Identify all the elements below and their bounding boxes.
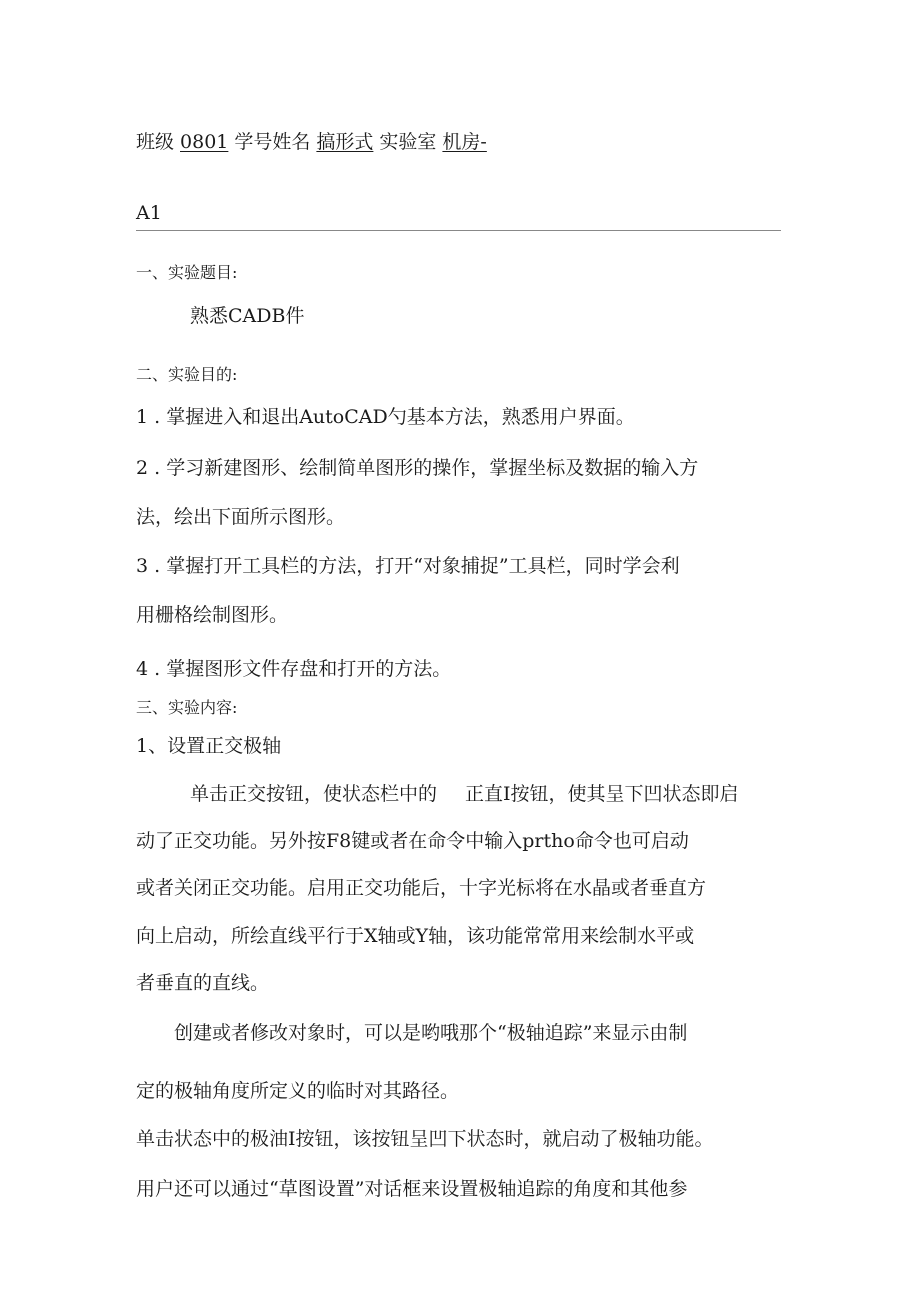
class-value: 0801: [180, 131, 229, 153]
content-paragraph-1-line-5: 者垂直的直线。: [136, 972, 270, 994]
lab-value: 机房-: [442, 131, 487, 153]
content-paragraph-1-line-3: 或者关闭正交功能。启用正交功能后，十字光标将在水晶或者垂直方: [136, 877, 707, 899]
section3-subheading: 1、设置正交极轴: [136, 735, 282, 757]
header-line: [136, 133, 487, 152]
objective-item-3: 3 . 掌握打开工具栏的方法，打开“对象捕捉”工具栏，同时学会利: [136, 555, 680, 577]
para1-part-a: 单击正交按钮，使状态栏中的: [190, 783, 438, 805]
section1-heading: 一、实验题目:: [136, 263, 238, 282]
name-value: 搞形式: [316, 131, 374, 153]
lab-label: 实验室: [379, 131, 437, 153]
content-paragraph-2-line-4: 用户还可以通过“草图设置”对话框来设置极轴追踪的角度和其他参: [136, 1178, 688, 1200]
content-paragraph-1-first-line: [190, 785, 739, 804]
objective-item-3-cont: 用栅格绘制图形。: [136, 604, 289, 626]
class-label: 班级: [136, 131, 175, 153]
header-divider: [136, 230, 781, 231]
objective-item-2: 2 . 学习新建图形、绘制简单图形的操作，掌握坐标及数据的输入方: [136, 457, 699, 479]
experiment-title: 熟悉CADB件: [190, 305, 305, 327]
para1-part-b: 正直I按钮，使其呈下凹状态即启: [465, 783, 739, 805]
content-paragraph-2-line-3: 单击状态中的极油I按钮，该按钮呈凹下状态时，就启动了极轴功能。: [136, 1128, 714, 1150]
objective-item-1: 1 . 掌握进入和退出AutoCAD勺基本方法，熟悉用户界面。: [136, 406, 635, 428]
content-paragraph-1-line-2: 动了正交功能。另外按F8键或者在命令中输入prtho命令也可启动: [136, 830, 689, 852]
section3-heading: 三、实验内容:: [136, 698, 238, 717]
content-paragraph-2-line-2: 定的极轴角度所定义的临时对其路径。: [136, 1080, 460, 1102]
lab-value-continued: A1: [136, 202, 162, 224]
objective-item-2-cont: 法，绘出下面所示图形。: [136, 506, 346, 528]
content-paragraph-1-line-4: 向上启动，所绘直线平行于X轴或Y轴，该功能常常用来绘制水平或: [136, 925, 695, 947]
objective-item-4: 4 . 掌握图形文件存盘和打开的方法。: [136, 658, 452, 680]
section2-heading: 二、实验目的:: [136, 365, 238, 384]
id-name-label: 学号姓名: [234, 131, 311, 153]
content-paragraph-2-line-1: 创建或者修改对象时，可以是哟哦那个“极轴追踪”来显示由制: [174, 1022, 688, 1044]
